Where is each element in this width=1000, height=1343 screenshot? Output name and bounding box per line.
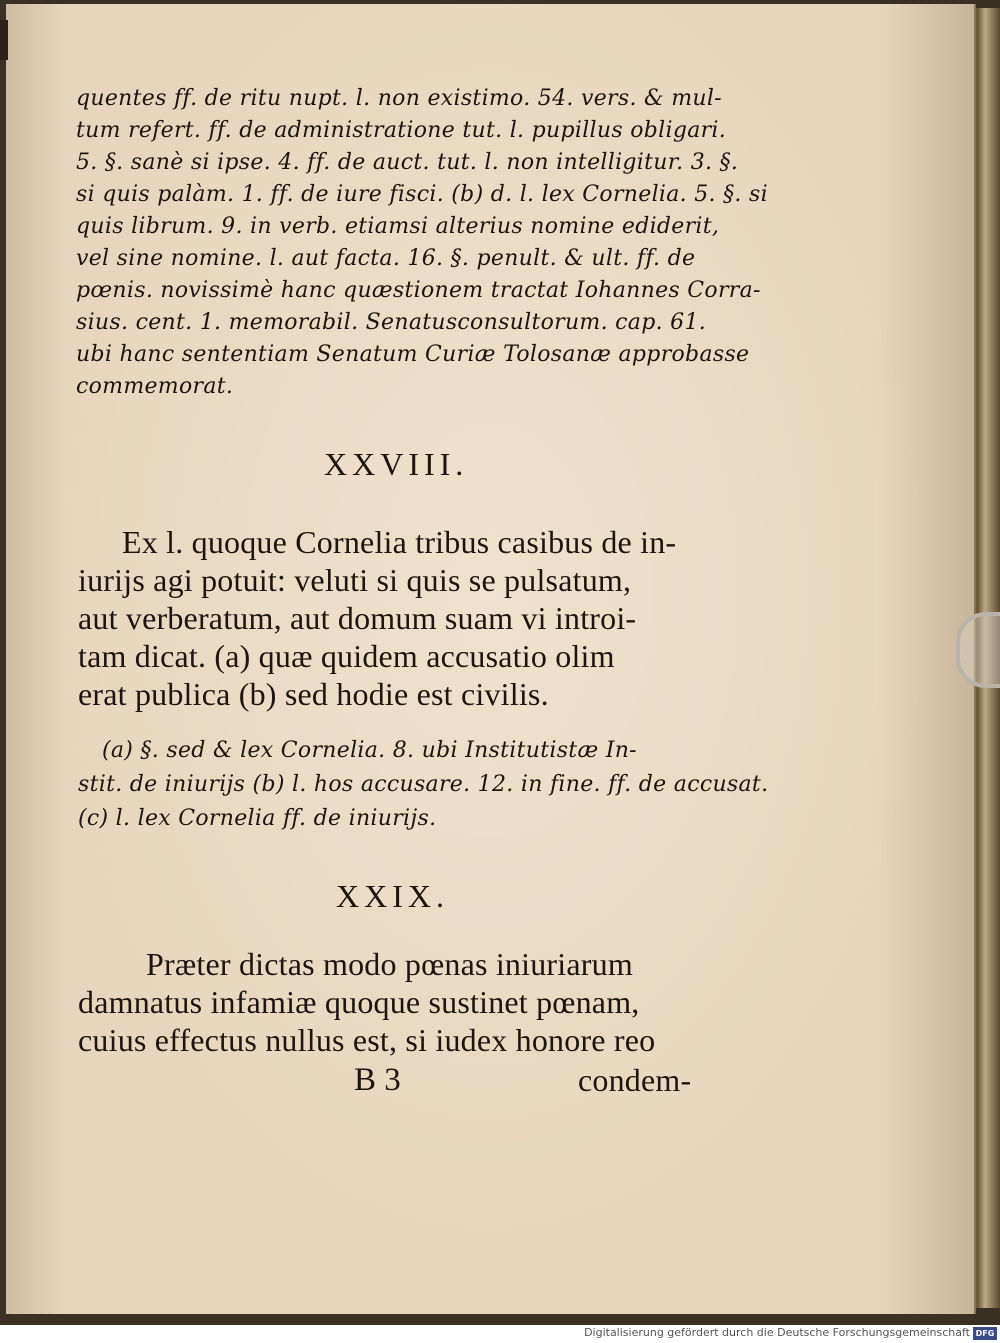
paragraph-2-line-2: damnatus infamiæ quoque sustinet pœnam, (78, 984, 640, 1020)
footer-bar (0, 1325, 1000, 1343)
note-line-5: quis librum. 9. in verb. etiamsi alterius nomine ediderit, (76, 214, 720, 239)
note-line-9: ubi hanc sententiam Senatum Curiæ Tolosanæ approbasse (76, 342, 750, 367)
section-heading-xxviii: XXVIII. (324, 446, 469, 482)
paragraph-2-line-3: cuius effectus nullus est, si iudex honore reo (78, 1022, 656, 1058)
note-line-3: 5. §. sanè si ipse. 4. ff. de auct. tut. l. non intelligitur. 3. §. (76, 150, 739, 175)
paragraph-1-line-4: tam dicat. (a) quæ quidem accusatio olim (78, 638, 615, 674)
paper-clip (956, 612, 1000, 688)
paragraph-2-line-1: Præter dictas modo pœnas iniuriarum (146, 946, 633, 982)
note-line-7: pœnis. novissimè hanc quæstionem tractat Iohannes Corra- (76, 278, 761, 303)
dfg-logo-icon: DFG (973, 1327, 997, 1340)
gutter-mark (0, 20, 8, 60)
note-line-10: commemorat. (76, 374, 234, 399)
section-heading-xxix: XXIX. (336, 878, 449, 914)
footer-credit: Digitalisierung gefördert durch die Deutsche Forschungsgemeinschaft (584, 1326, 970, 1339)
signature-mark: B 3 (354, 1062, 401, 1098)
paragraph-1-line-3: aut verberatum, aut domum suam vi introi- (78, 600, 637, 636)
note-line-8: sius. cent. 1. memorabil. Senatusconsultorum. cap. 61. (76, 310, 707, 335)
note-line-1: quentes ff. de ritu nupt. l. non existimo. 54. vers. & mul- (76, 86, 722, 111)
note-line-4: si quis palàm. 1. ff. de iure fisci. (b) d. l. lex Cornelia. 5. §. si (76, 182, 768, 207)
note-line-6: vel sine nomine. l. aut facta. 16. §. penult. & ult. ff. de (76, 246, 696, 271)
footnote-line-2: stit. de iniurijs (b) l. hos accusare. 12. in fine. ff. de accusat. (78, 772, 769, 797)
paragraph-1-line-5: erat publica (b) sed hodie est civilis. (78, 676, 549, 712)
footnote-line-3: (c) l. lex Cornelia ff. de iniurijs. (78, 806, 437, 831)
note-line-2: tum refert. ff. de administratione tut. l. pupillus obligari. (76, 118, 727, 143)
catchword: condem- (578, 1062, 692, 1098)
paragraph-1-line-1: Ex l. quoque Cornelia tribus casibus de in- (122, 524, 677, 560)
paragraph-1-line-2: iurijs agi potuit: veluti si quis se pulsatum, (78, 562, 632, 598)
footnote-line-1: (a) §. sed & lex Cornelia. 8. ubi Institutistæ In- (102, 738, 637, 763)
